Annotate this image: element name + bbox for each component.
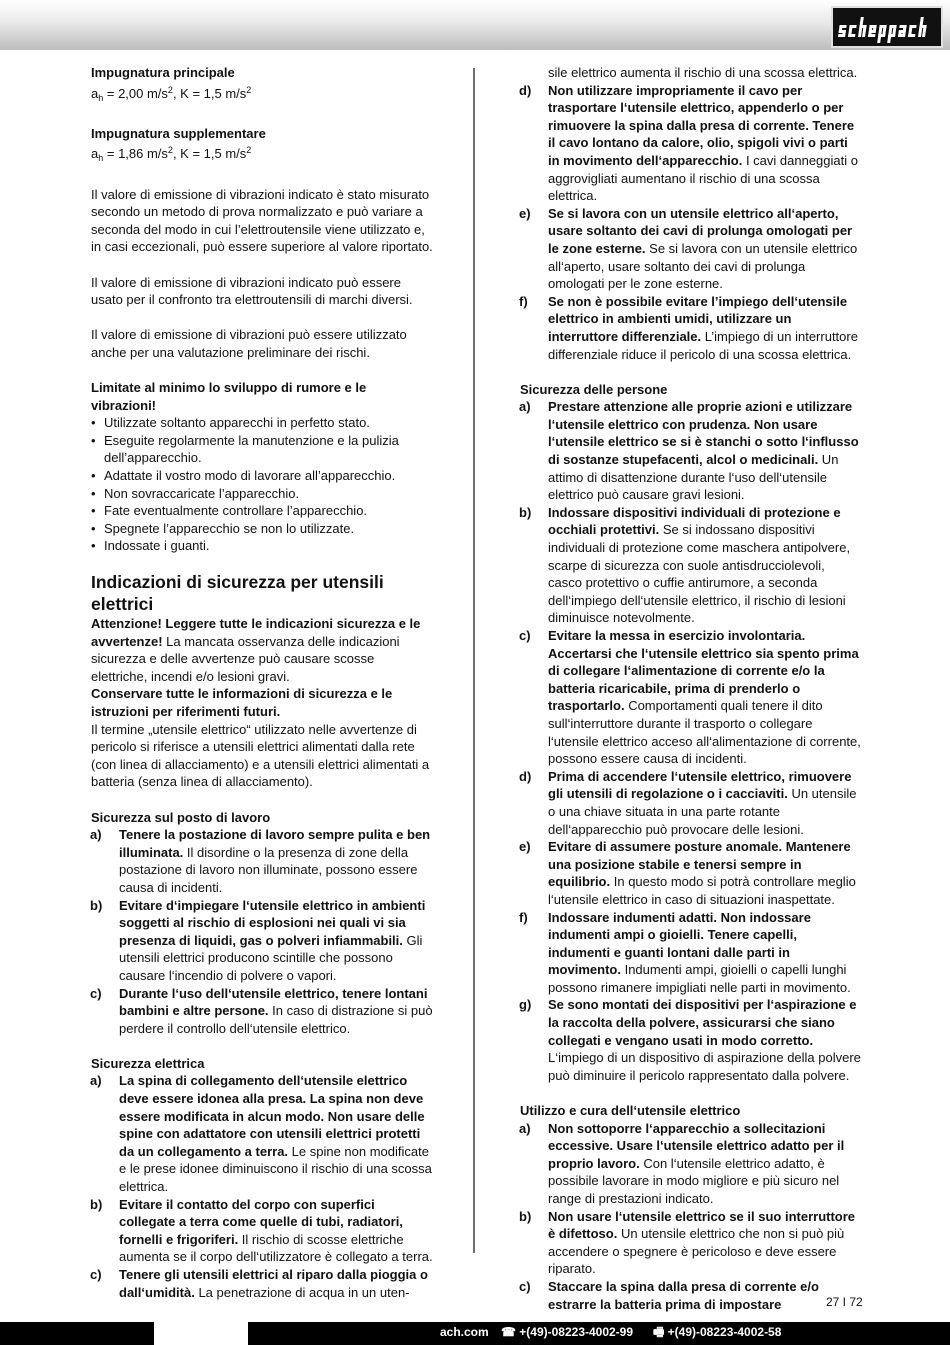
posto-lavoro-title: Sicurezza sul posto di lavoro (91, 809, 271, 825)
sicurezza-persone-title: Sicurezza delle persone (520, 381, 668, 397)
list-item: a) Tenere la postazione di lavoro sempre pulita e ben illuminata. Il disordine o la presenza di zone della postazione di lavoro non illuminate, possono essere causa di incidenti. (90, 827, 431, 895)
list-item: • Indossate i guanti. (91, 537, 434, 555)
impugnatura-supplementare-value: $a_h = 1,86$ $m/s^2$, K = 1,5 $m/s^2$ (91, 145, 252, 164)
footer-website[interactable]: ach.com (440, 1325, 489, 1339)
brand-logo (831, 6, 943, 48)
vibration-paragraph-1: Il valore di emissione di vibrazioni indicato è stato misurato secondo un metodo di prova normalizzato e può variare a seconda del modo in cui l’elettroutensile viene utilizzato e, in casi eccezionali, può essere superiore al valore riportato. (91, 186, 433, 255)
sicurezza-elettrica-title: Sicurezza elettrica (91, 1055, 205, 1071)
list-item: • Fate eventualmente controllare l’apparecchio. (91, 502, 434, 520)
left-column (91, 64, 434, 1301)
list-item: e) Se si lavora con un utensile elettrico all‘aperto, usare soltanto dei cavi di prolunga omologati per le zone esterne. Se si lavora con un utensile elettrico all‘aperto, usare soltanto dei cavi di prolunga omologati per le zone esterne. (519, 205, 858, 292)
utilizzo-cura-title: Utilizzo e cura dell‘utensile elettrico (520, 1103, 741, 1119)
list-item-continuation: sile elettrico aumenta il rischio di una scossa elettrica. (548, 65, 858, 80)
list-item: c) Staccare la spina dalla presa di corrente e/o estrarre la batteria prima di impostare (519, 1278, 819, 1312)
list-item: f) Se non è possibile evitare l’impiego dell‘utensile elettrico in ambienti umidi, utilizzare un interruttore differenziale. L’impiego di un interruttore differenziale riduce il pericolo di una scossa elettrica. (519, 293, 858, 362)
impugnatura-principale-title: Impugnatura principale (91, 65, 235, 80)
list-item: • Spegnete l’apparecchio se non lo utilizzate. (91, 520, 434, 538)
list-item: c) Durante l‘uso dell‘utensile elettrico, tenere lontani bambini e altre persone. In caso di distrazione si può perdere il controllo dell‘utensile elettrico. (90, 985, 433, 1036)
list-item: a) La spina di collegamento dell‘utensile elettrico deve essere idonea alla presa. La spina non deve essere modificata in alcun modo. Non usare delle spine con adattatore con utensili elettrici protetti da un collegamento a terra. Le spine non modificate e le prese idonee diminuiscono il rischio di una scossa elettrica. (90, 1073, 432, 1195)
footer-phone: ☎ +(49)-08223-4002-99 (501, 1325, 634, 1339)
footer-gap (154, 1322, 248, 1345)
limitate-title: Limitate al minimo lo sviluppo di rumore e le vibrazioni! (91, 380, 367, 413)
list-item: • Adattate il vostro modo di lavorare all’apparecchio. (91, 467, 434, 485)
list-item: b) Non usare l‘utensile elettrico se il suo interruttore è difettoso. Un utensile elettrico che non si può più accendere o spegnere è pericoloso e deve essere riparato. (519, 1208, 856, 1277)
conservare-paragraph: Conservare tutte le informazioni di sicurezza e le istruzioni per riferimenti futuri. (91, 686, 393, 719)
right-column (520, 64, 862, 1313)
list-item: • Non sovraccaricate l’apparecchio. (91, 485, 434, 503)
list-item: a) Non sottoporre l‘apparecchio a sollecitazioni eccessive. Usare l‘utensile elettrico adatto per il proprio lavoro. Con l‘utensile elettrico adatto, è possibile lavorare in modo migliore e più sicuro nel range di prestazioni indicato. (519, 1120, 845, 1206)
vibration-paragraph-2: Il valore di emissione di vibrazioni indicato può essere usato per il confronto tra elettroutensili di marchi diversi. (91, 274, 413, 308)
list-item: d) Non utilizzare impropriamente il cavo per trasportare l‘utensile elettrico, appenderlo o per rimuovere la spina dalla presa di corrente. Tenere il cavo lontano da calore, olio, spigoli vivi o parti in movimento dell‘apparecchio. I cavi danneggiati o aggrovigliati aumentano il rischio di una scossa elettrica. (519, 82, 858, 204)
page-number: 27 I 72 (826, 1295, 863, 1309)
vibration-paragraph-3: Il valore di emissione di vibrazioni può essere utilizzato anche per una valutazione preliminare dei rischi. (91, 327, 407, 360)
attenzione-paragraph: Attenzione! Leggere tutte le indicazioni sicurezza e le avvertenze! La mancata osservanza delle indicazioni sicurezza e delle avvertenze può causare scosse elettriche, incendi e/o lesioni gravi. (91, 616, 421, 684)
termine-paragraph: Il termine „utensile elettrico“ utilizzato nelle avvertenze di pericolo si riferisce a utensili elettrici alimentati dalla rete (con linea di allacciamento) e a utensili elettrici alimentati a batteria (senza linea di allacciamento). (91, 721, 430, 790)
list-item: f) Indossare indumenti adatti. Non indossare indumenti ampi o gioielli. Tenere capelli, indumenti e guanti lontani dalle parti in movimento. Indumenti ampi, gioielli o capelli lunghi possono rimanere impigliati nelle parti in movimento. (519, 909, 851, 995)
section-heading: Indicazioni di sicurezza per utensili elettrici (91, 572, 384, 614)
impugnatura-principale-value: $a_h = 2,00$ $m/s^2$, K = 1,5 $m/s^2$ (91, 84, 252, 103)
list-item: d) Prima di accendere l‘utensile elettrico, rimuovere gli utensili di regolazione o i cacciaviti. Un utensile o una chiave situata in una parte rotante dell‘apparecchio può provocare delle lesioni. (519, 768, 857, 837)
list-item: c) Tenere gli utensili elettrici al riparo dalla pioggia o dall‘umidità. La penetrazione di acqua in un uten- (90, 1267, 428, 1300)
list-item: a) Prestare attenzione alle proprie azioni e utilizzare l‘utensile elettrico con prudenza. Non usare l‘utensile elettrico se si è stanchi o sotto l‘influsso di sostanze stupefacenti, alcol o medicinali. Un attimo di disattenzione durante l‘uso dell‘utensile elettrico può causare gravi lesioni. (519, 399, 859, 503)
footer-fax: 🖷 +(49)-08223-4002-58 (653, 1325, 782, 1339)
list-item: b) Evitare il contatto del corpo con superfici collegate a terra come quelle di tubi, radiatori, fornelli e frigoriferi. Il rischio di scosse elettriche aumenta se il corpo dell‘utilizzatore è collegato a terra. (90, 1196, 433, 1265)
impugnatura-supplementare-title: Impugnatura supplementare (91, 125, 266, 141)
list-item: b) Indossare dispositivi individuali di protezione e occhiali protettivi. Se si indossano dispositivi individuali di protezione come maschera antipolvere, scarpe di sicurezza con suole antisdrucciolevoli, casco protettivo o cuffie antirumore, a seconda dell‘impiego dell‘utensile elettrico, il rischio di lesioni diminuisce notevolmente. (519, 504, 851, 626)
list-item: b) Evitare d‘impiegare l‘utensile elettrico in ambienti soggetti al rischio di esplosioni nei quali vi sia presenza di liquidi, gas o polveri infiammabili. Gli utensili elettrici producono scintille che possono causare l‘incendio di polvere o vapori. (90, 897, 426, 983)
list-item: • Utilizzate soltanto apparecchi in perfetto stato. (91, 414, 434, 432)
header-band (0, 0, 950, 50)
recommendation-list (91, 414, 434, 555)
scheppach-logo-icon (834, 9, 940, 45)
list-item: g) Se sono montati dei dispositivi per l‘aspirazione e la raccolta della polvere, assicurarsi che siano collegati e vengano usati in modo corretto. L‘impiego di un dispositivo di aspirazione della polvere può diminuire il pericolo rappresentato dalla polvere. (519, 997, 861, 1083)
list-item: • Eseguite regolarmente la manutenzione e la pulizia dell’apparecchio. (91, 432, 434, 467)
column-divider (473, 68, 475, 1253)
list-item: e) Evitare di assumere posture anomale. Mantenere una posizione stabile e tenersi sempre in equilibrio. In questo modo si potrà controllare meglio l‘utensile elettrico in caso di situazioni inaspettate. (519, 839, 856, 907)
list-item: c) Evitare la messa in esercizio involontaria. Accertarsi che l‘utensile elettrico sia spento prima di collegare l‘alimentazione di corrente e/o la batteria ricaricabile, prima di prenderlo o trasportarlo. Comportamenti quali tenere il dito sull‘interruttore durante il trasporto o collegare l‘utensile elettrico acceso all‘alimentazione di corrente, possono essere causa di incidenti. (519, 628, 861, 767)
